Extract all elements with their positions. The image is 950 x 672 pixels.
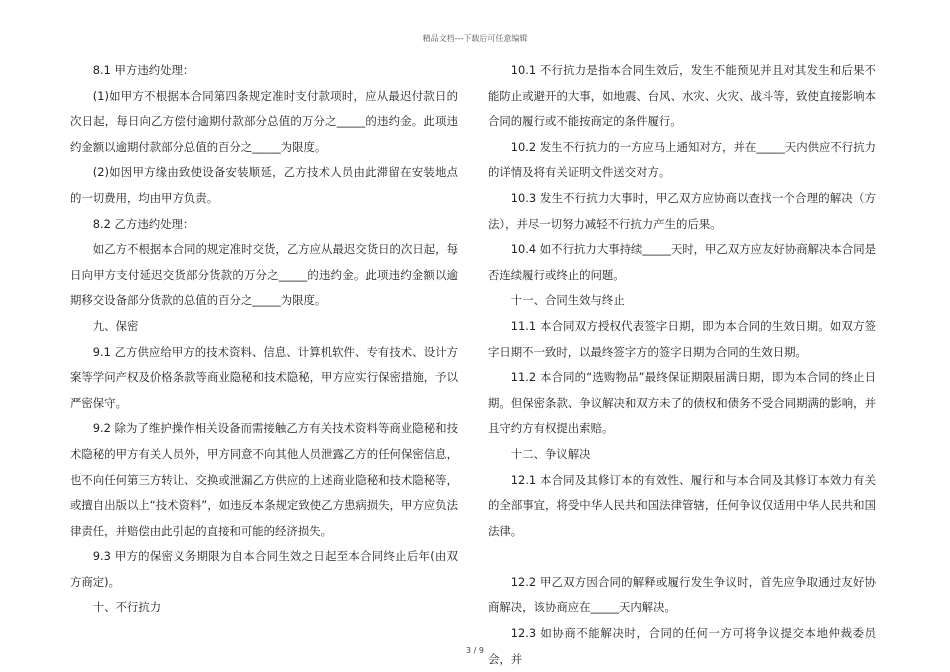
page-header: 精品文档---下载后可任意编辑	[422, 34, 528, 43]
clause-10-2: 10.2 发生不行抗力的一方应马上通知对方，并在_____天内供应不行抗力的详情及将有关证明文件送交对方。	[488, 139, 876, 180]
clause-9-1: 9.1 乙方供应给甲方的技术资料、信息、计算机软件、专有技术、设计方案等学问产权及价格条款等商业隐秘和技术隐秘，甲方应实行保密措施，予以严密保守。	[70, 344, 458, 410]
clause-10-4: 10.4 如不行抗力大事持续_____天时，甲乙双方应友好协商解决本合同是否连续履行或终止的问题。	[488, 242, 876, 282]
left-column	[70, 58, 458, 621]
section-9-heading: 九、保密	[92, 318, 139, 333]
clause-8-1-item-1: (1)如甲方不根据本合同第四条规定准时支付款项时，应从最迟付款日的次日起，每日向乙方偿付逾期付款部分总值的万分之_____的违约金。此项违约金额以逾期付款部分总值的百分之_____为限度。	[70, 88, 458, 154]
clause-11-2: 11.2 本合同的“选购物品”最终保证期限届满日期，即为本合同的终止日期。但保密条款、争议解决和双方未了的债权和债务不受合同期满的影响，并且守约方有权提出索赔。	[488, 370, 876, 436]
right-column	[488, 58, 876, 672]
clause-10-3: 10.3 发生不行抗力大事时，甲乙双方应协商以查找一个合理的解决（方法），并尽一切努力减轻不行抗力产生的后果。	[488, 190, 876, 231]
clause-10-1: 10.1 不行抗力是指本合同生效后，发生不能预见并且对其发生和后果不能防止或避开的大事，如地震、台风、水灾、火灾、战斗等，致使直接影响本合同的履行或不能按商定的条件履行。	[488, 63, 876, 129]
clause-9-2: 9.2 除为了维护操作相关设备而需接触乙方有关技术资料等商业隐秘和技术隐秘的甲方有关人员外，甲方同意不向其他人员泄露乙方的任何保密信息，也不向任何第三方转让、交换或泄漏乙方供应的上述商业隐秘和技术隐秘等，或擅自出版以上“技术资料”，如违反本条规定致使乙方患病损失，甲方应负法律责任，并赔偿由此引起的直接和可能的经济损失。	[70, 421, 458, 538]
section-12-heading: 十二、争议解决	[510, 446, 591, 461]
clause-12-1: 12.1 本合同及其修订本的有效性、履行和与本合同及其修订本效力有关的全部事宜，将受中华人民共和国法律管辖，任何争议仅适用中华人民共和国法律。	[488, 472, 876, 538]
page-number: 3 / 9	[466, 646, 484, 655]
clause-9-3: 9.3 甲方的保密义务期限为自本合同生效之日起至本合同终止后年(由双方商定)。	[70, 549, 458, 589]
section-11-heading: 十一、合同生效与终止	[510, 293, 625, 308]
clause-8-2-heading: 8.2 乙方违约处理：	[92, 216, 195, 231]
clause-8-1-heading: 8.1 甲方违约处理：	[92, 63, 195, 77]
clause-12-2: 12.2 甲乙双方因合同的解释或履行发生争议时，首先应争取通过友好协商解决，该协商应在_____天内解决。	[488, 574, 876, 615]
clause-8-1-item-2: (2)如因甲方缘由致使设备安装顺延，乙方技术人员由此滞留在安装地点的一切费用，均由甲方负责。	[70, 165, 458, 205]
paragraph-gap	[488, 544, 876, 570]
section-10-heading: 十、不行抗力	[92, 600, 162, 615]
clause-11-1: 11.1 本合同双方授权代表签字日期，即为本合同的生效日期。如双方签字日期不一致时，以最终签字方的签字日期为合同的生效日期。	[488, 318, 876, 359]
clause-12-3: 12.3 如协商不能解决时，合同的任何一方可将争议提交本地仲裁委员会，并	[488, 626, 876, 666]
clause-8-2-body: 如乙方不根据本合同的规定准时交货，乙方应从最迟交货日的次日起，每日向甲方支付延迟交货部分货款的万分之_____的违约金。此项违约金额以逾期移交设备部分货款的总值的百分之_____为限度。	[70, 242, 458, 308]
